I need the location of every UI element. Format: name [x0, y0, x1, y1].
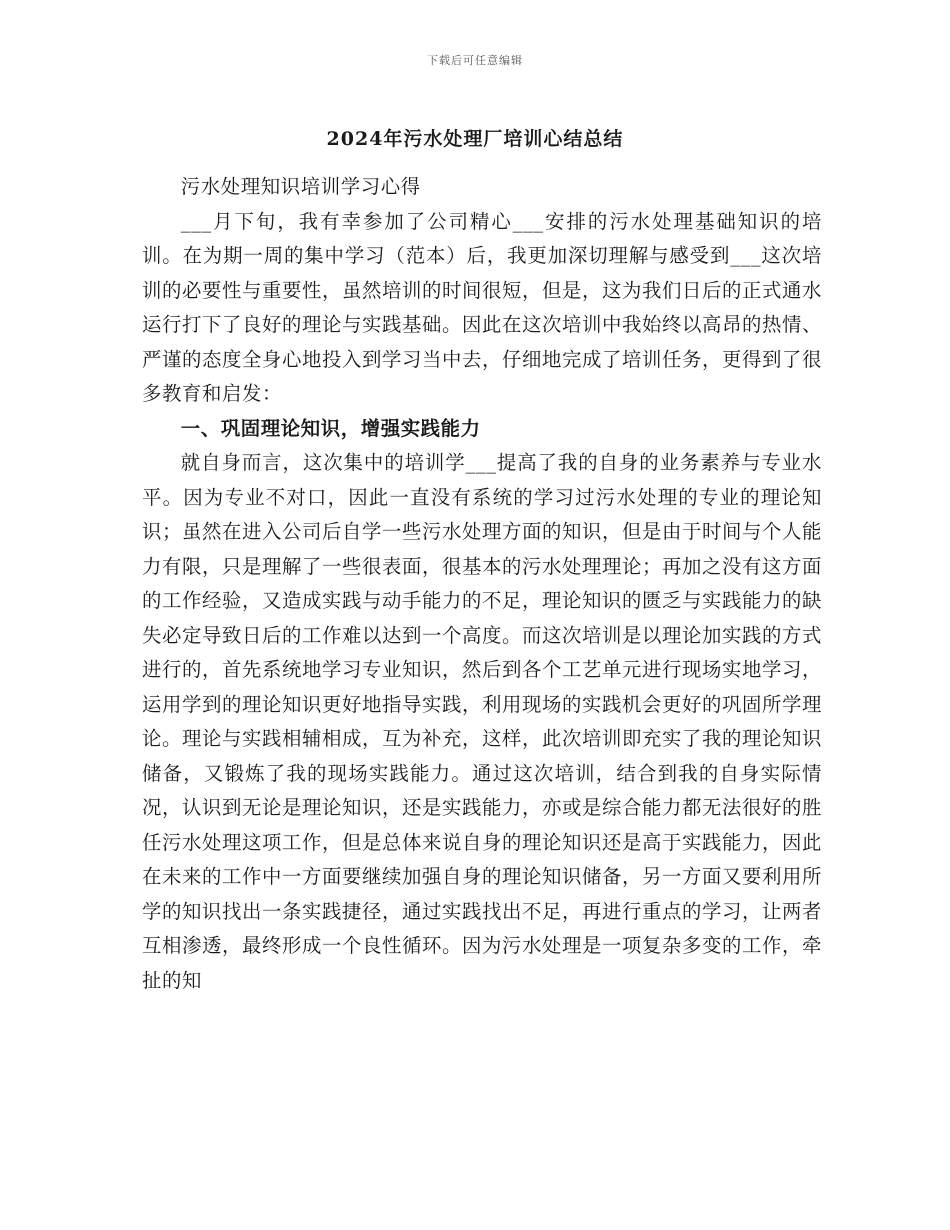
document-body — [142, 170, 822, 998]
header-note: 下载后可任意编辑 — [427, 54, 523, 67]
intro-paragraph: ___月下旬，我有幸参加了公司精心___安排的污水处理基础知识的培训。在为期一周的集中学习（范本）后，我更加深切理解与感受到___这次培训的必要性与重要性，虽然培训的时间很短，但是，这为我们日后的正式通水运行打下了良好的理论与实践基础。因此在这次培训中我始终以高昂的热情、严谨的态度全身心地投入到学习当中去，仔细地完成了培训任务，更得到了很多教育和启发： — [142, 209, 822, 405]
section-heading: 一、巩固理论知识，增强实践能力 — [180, 416, 481, 440]
subtitle-line: 污水处理知识培训学习心得 — [180, 175, 421, 198]
section-paragraph: 就自身而言，这次集中的培训学___提高了我的自身的业务素养与专业水平。因为专业不对口，因此一直没有系统的学习过污水处理的专业的理论知识；虽然在进入公司后自学一些污水处理方面的知识，但是由于时间与个人能力有限，只是理解了一些很表面，很基本的污水处理理论；再加之没有这方面的工作经验，又造成实践与动手能力的不足，理论知识的匮乏与实践能力的缺失必定导致日后的工作难以达到一个高度。而这次培训是以理论加实践的方式进行的，首先系统地学习专业知识，然后到各个工艺单元进行现场实地学习，运用学到的理论知识更好地指导实践，利用现场的实践机会更好的巩固所学理论。理论与实践相辅相成，互为补充，这样，此次培训即充实了我的理论知识储备，又锻炼了我的现场实践能力。通过这次培训，结合到我的自身实际情况，认识到无论是理论知识，还是实践能力，亦或是综合能力都无法很好的胜任污水处理这项工作，但是总体来说自身的理论知识还是高于实践能力，因此在未来的工作中一方面要继续加强自身的理论知识储备，另一方面又要利用所学的知识找出一条实践捷径，通过实践找出不足，再进行重点的学习，让两者互相渗透，最终形成一个良性循环。因为污水处理是一项复杂多变的工作，牵扯的知 — [142, 451, 822, 992]
document-title: 2024年污水处理厂培训心结总结 — [326, 128, 624, 150]
